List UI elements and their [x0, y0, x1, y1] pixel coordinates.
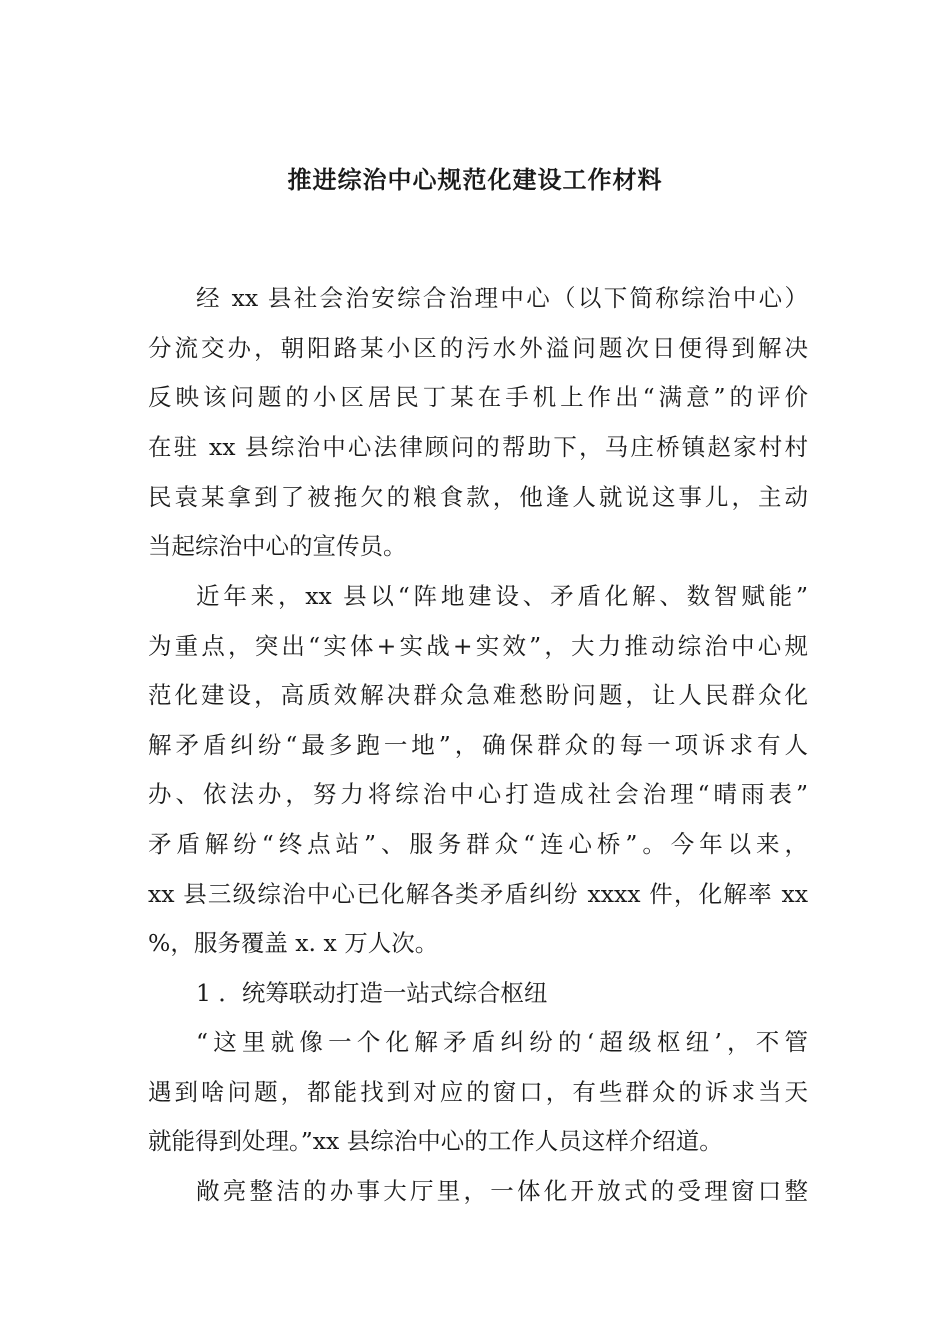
paragraph-line: “这里就像一个化解矛盾纠纷的‘超级枢纽’，不管	[196, 1028, 808, 1056]
paragraph-line: 遇到啥问题，都能找到对应的窗口，有些群众的诉求当天	[148, 1078, 808, 1106]
paragraph-line: 民袁某拿到了被拖欠的粮食款，他逢人就说这事儿，主动	[148, 483, 808, 511]
document-title: 推进综治中心规范化建设工作材料	[287, 166, 663, 194]
paragraph-line: 反映该问题的小区居民丁某在手机上作出“满意”的评价	[148, 383, 808, 411]
paragraph-line: 经 xx 县社会治安综合治理中心（以下简称综治中心）	[196, 284, 808, 312]
paragraph-line: 范化建设，高质效解决群众急难愁盼问题，让人民群众化	[148, 681, 808, 709]
paragraph-line: 当起综治中心的宣传员。	[148, 532, 407, 560]
paragraph-line: %，服务覆盖 x. x 万人次。	[148, 929, 439, 957]
paragraph-line: 就能得到处理。”xx 县综治中心的工作人员这样介绍道。	[148, 1127, 723, 1155]
paragraph-line: 办、依法办，努力将综治中心打造成社会治理“晴雨表”	[148, 780, 808, 808]
paragraph-line: 为重点，突出“实体+实战+实效”，大力推动综治中心规	[148, 632, 808, 660]
paragraph-line: 矛盾解纷“终点站”、服务群众“连心桥”。今年以来，	[148, 830, 808, 858]
paragraph-line: 敞亮整洁的办事大厅里，一体化开放式的受理窗口整	[196, 1177, 808, 1205]
section-heading: 1 ．统筹联动打造一站式综合枢纽	[196, 979, 548, 1007]
paragraph-line: 近年来，xx 县以“阵地建设、矛盾化解、数智赋能”	[196, 582, 808, 610]
paragraph-line: xx 县三级综治中心已化解各类矛盾纠纷 xxxx 件，化解率 xx	[148, 880, 808, 908]
paragraph-line: 分流交办，朝阳路某小区的污水外溢问题次日便得到解决	[148, 334, 808, 362]
paragraph-line: 解矛盾纠纷“最多跑一地”，确保群众的每一项诉求有人	[148, 731, 808, 759]
paragraph-line: 在驻 xx 县综治中心法律顾问的帮助下，马庄桥镇赵家村村	[148, 433, 808, 461]
